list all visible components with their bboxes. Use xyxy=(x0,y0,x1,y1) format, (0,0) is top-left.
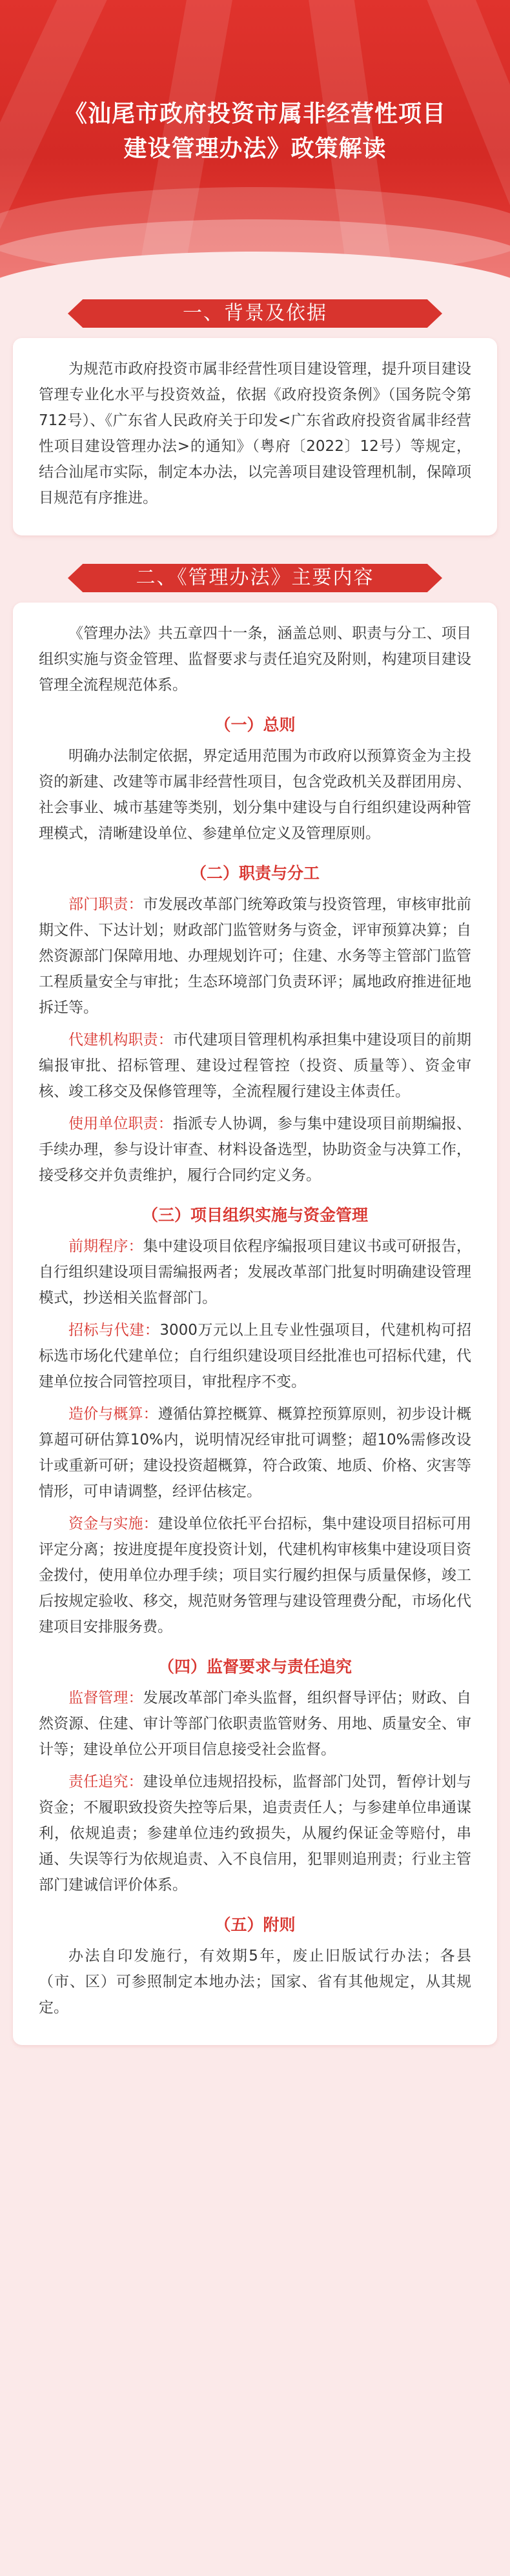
section-header-background xyxy=(68,297,442,329)
keyword: 责任追究： xyxy=(68,1773,143,1790)
keyword: 造价与概算： xyxy=(68,1406,158,1423)
keyword: 代建机构职责： xyxy=(68,1032,173,1048)
subsection-title-supervision: （四）监督要求与责任追究 xyxy=(158,1657,352,1676)
implementation-paragraph: 造价与概算：遵循估算控概算、概算控预算原则，初步设计概算超可研估算10%内，说明情况经审批可调整；超10%需修改设计或重新可研；建设投资超概算，符合政策、地质、价格、灾害等情形，可申请调整，经评估核定。 xyxy=(39,1406,472,1500)
keyword: 前期程序： xyxy=(68,1238,143,1255)
keyword: 部门职责： xyxy=(68,896,143,913)
subsection-title-implementation: （三）项目组织实施与资金管理 xyxy=(141,1206,368,1224)
keyword: 招标与代建： xyxy=(68,1322,160,1339)
supervision-paragraph: 监督管理：发展改革部门牵头监督，组织督导评估；财政、自然资源、住建、审计等部门依职责监管财务、用地、质量安全、审计等；建设单位公开项目信息接受社会监督。 xyxy=(39,1690,472,1758)
background-card xyxy=(13,338,497,535)
appendix-paragraph: 办法自印发施行，有效期5年，废止旧版试行办法；各县（市、区）可参照制定本地办法；国家、省有其他规定，从其规定。 xyxy=(39,1948,471,2016)
content-card xyxy=(13,603,497,2045)
keyword: 监督管理： xyxy=(68,1690,143,1706)
implementation-paragraph: 前期程序：集中建设项目依程序编报项目建议书或可研报告，自行组织建设项目需编报两者；发展改革部门批复时明确建设管理模式，抄送相关监督部门。 xyxy=(39,1238,472,1306)
page-title xyxy=(26,97,484,166)
duty-paragraph: 使用单位职责：指派专人协调，参与集中建设项目前期编报、手续办理，参与设计审查、材料设备选型，协助资金与决算工作，接受移交并负责维护，履行合同约定义务。 xyxy=(39,1115,472,1184)
keyword: 使用单位职责： xyxy=(68,1115,173,1132)
duty-paragraph: 代建机构职责：市代建项目管理机构承担集中建设项目的前期编报审批、招标管理、建设过程管控（投资、质量等）、资金审核、竣工移交及保修管理等，全流程履行建设主体责任。 xyxy=(39,1032,472,1100)
title-line-2: 建设管理办法》政策解读 xyxy=(123,135,387,162)
duty-paragraph: 部门职责：市发展改革部门统筹政策与投资管理，审核审批前期文件、下达计划；财政部门监管财务与资金，评审预算决算；自然资源部门保障用地、办理规划许可；住建、水务等主管部门监管工程质量安全与审批；生态环境部门负责环评；属地政府推进征地拆迁等。 xyxy=(39,896,472,1016)
intro-paragraph: 《管理办法》共五章四十一条，涵盖总则、职责与分工、项目组织实施与资金管理、监督要求与责任追究及附则，构建项目建设管理全流程规范体系。 xyxy=(39,625,471,694)
title-line-1: 《汕尾市政府投资市属非经营性项目 xyxy=(63,101,446,127)
general-paragraph: 明确办法制定依据，界定适用范围为市政府以预算资金为主投资的新建、改建等市属非经营性项目，包含党政机关及群团用房、社会事业、城市基建等类别，划分集中建设与自行组织建设两种管理模式，清晰建设单位、参建单位定义及管理原则。 xyxy=(39,748,471,842)
section-title: 二、《管理办法》主要内容 xyxy=(136,566,374,589)
banner xyxy=(0,0,510,284)
subsection-title-appendix: （五）附则 xyxy=(214,1915,296,1934)
subsection-title-duties: （二）职责与分工 xyxy=(190,864,320,883)
keyword: 资金与实施： xyxy=(68,1515,158,1532)
background-paragraph: 为规范市政府投资市属非经营性项目建设管理，提升项目建设管理专业化水平与投资效益，依据《政府投资条例》（国务院令第712号）、《广东省人民政府关于印发<广东省政府投资省属非经营性项目建设管理办法>的通知》（粤府〔2022〕12号）等规定，结合汕尾市实际，制定本办法，以完善项目建设管理机制，保障项目规范有序推进。 xyxy=(39,361,471,506)
implementation-paragraph: 资金与实施：建设单位依托平台招标，集中建设项目招标可用评定分离；按进度提年度投资计划，代建机构审核集中建设项目资金拨付，使用单位办理手续；项目实行履约担保与质量保修，竣工后按规定验收、移交，规范财务管理与建设管理费分配，市场化代建项目安排服务费。 xyxy=(39,1515,472,1635)
subsection-title-general: （一）总则 xyxy=(214,715,296,734)
section-title: 一、背景及依据 xyxy=(183,302,327,324)
supervision-paragraph: 责任追究：建设单位违规招投标，监督部门处罚，暂停计划与资金；不履职致投资失控等后果，追责责任人；与参建单位串通谋利，依规追责；参建单位违约致损失，从履约保证金等赔付，串通、失误等行为依规追责、入不良信用，犯罪则追刑责；行业主管部门建诚信评价体系。 xyxy=(39,1773,472,1893)
implementation-paragraph: 招标与代建：3000万元以上且专业性强项目，代建机构可招标选市场化代建单位；自行组织建设项目经批准也可招标代建，代建单位按合同管控项目，审批程序不变。 xyxy=(39,1322,471,1390)
section-header-content xyxy=(68,561,442,594)
